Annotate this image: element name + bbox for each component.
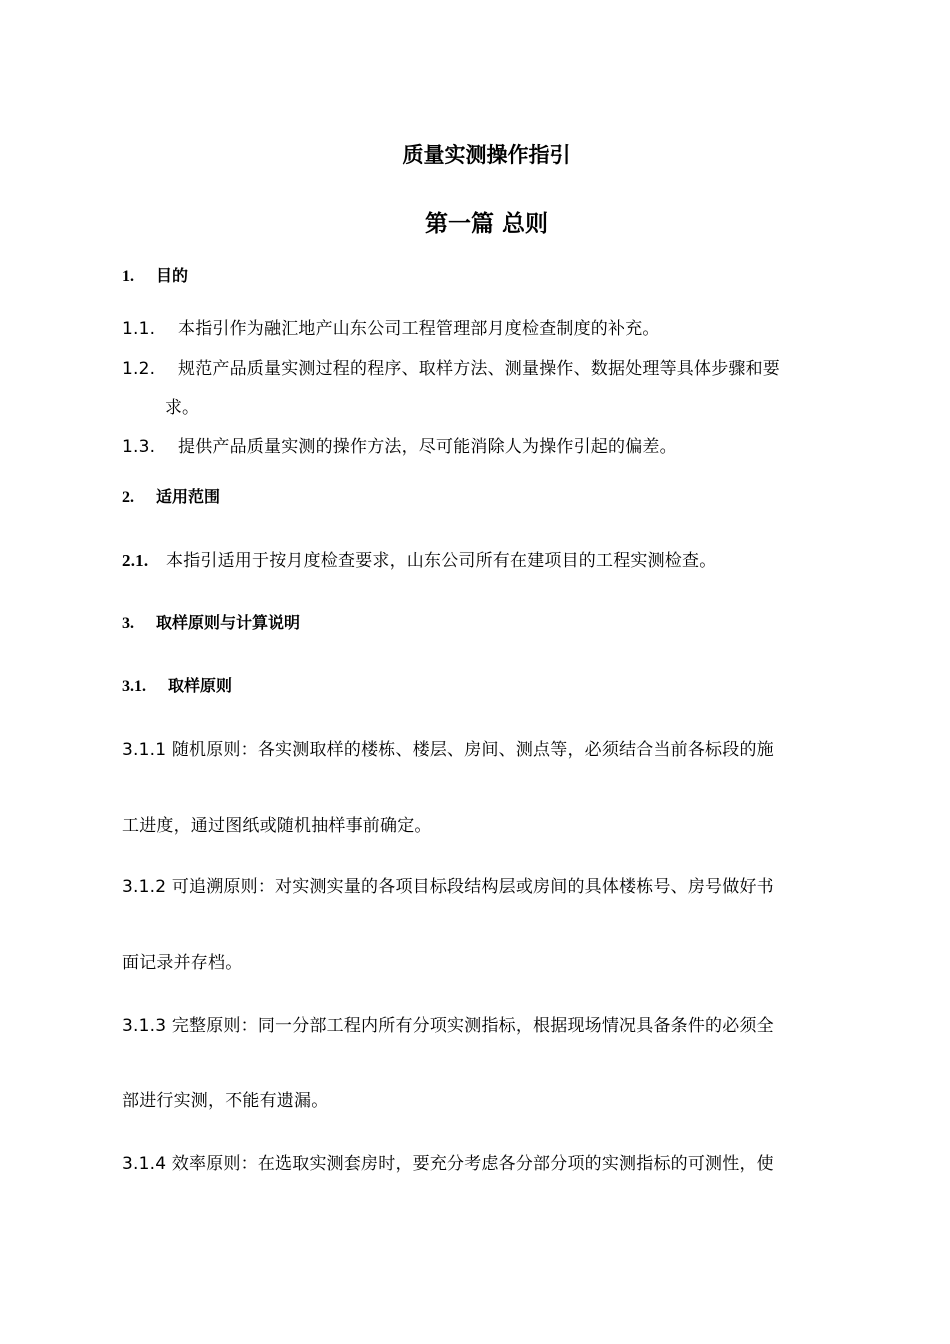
clause-1-1 <box>122 314 852 339</box>
clause-text: 规范产品质量实测过程的程序、取样方法、测量操作、数据处理等具体步骤和要 <box>178 359 780 379</box>
clause-text: 提供产品质量实测的操作方法，尽可能消除人为操作引起的偏差。 <box>178 437 677 457</box>
section-number: 2. <box>122 489 134 506</box>
section-number: 1. <box>122 268 134 285</box>
clause-text: 本指引适用于按月度检查要求，山东公司所有在建项目的工程实测检查。 <box>166 551 717 571</box>
paragraph-3-1-2-line1: 3.1.2 可追溯原则：对实测实量的各项目标段结构层或房间的具体楼栋号、房号做好书 <box>122 877 774 897</box>
section-label: 适用范围 <box>156 487 221 506</box>
subsection-heading-3-1 <box>122 673 232 696</box>
clause-number: 2.1. <box>122 551 149 570</box>
paragraph-3-1-1-line1: 3.1.1 随机原则：各实测取样的楼栋、楼层、房间、测点等，必须结合当前各标段的施 <box>122 740 774 760</box>
paragraph-3-1-1-line2: 工进度，通过图纸或随机抽样事前确定。 <box>122 816 432 836</box>
clause-1-3 <box>122 432 852 457</box>
clause-number: 1.2. <box>122 359 156 379</box>
clause-1-2 <box>122 354 852 379</box>
paragraph-3-1-3-line2: 部进行实测，不能有遗漏。 <box>122 1091 329 1111</box>
paragraph-3-1-2-line2: 面记录并存档。 <box>122 953 243 973</box>
section-heading-2 <box>122 484 220 507</box>
section-heading-1 <box>122 263 188 286</box>
document-title: 质量实测操作指引 <box>402 143 571 167</box>
section-label: 取样原则与计算说明 <box>156 613 301 632</box>
section-heading-3 <box>122 610 300 633</box>
section-number: 3.1. <box>122 678 146 695</box>
section-label: 取样原则 <box>168 676 233 695</box>
section-number: 3. <box>122 615 134 632</box>
section-label: 目的 <box>156 266 189 285</box>
clause-1-2-continuation: 求。 <box>165 398 199 418</box>
clause-2-1 <box>122 546 852 571</box>
clause-number: 1.3. <box>122 437 156 457</box>
clause-text: 本指引作为融汇地产山东公司工程管理部月度检查制度的补充。 <box>178 319 660 339</box>
part-title: 第一篇 总则 <box>424 211 548 237</box>
paragraph-3-1-4-line1: 3.1.4 效率原则：在选取实测套房时，要充分考虑各分部分项的实测指标的可测性，使 <box>122 1154 774 1174</box>
paragraph-3-1-3-line1: 3.1.3 完整原则：同一分部工程内所有分项实测指标，根据现场情况具备条件的必须全 <box>122 1016 774 1036</box>
clause-number: 1.1. <box>122 319 156 339</box>
